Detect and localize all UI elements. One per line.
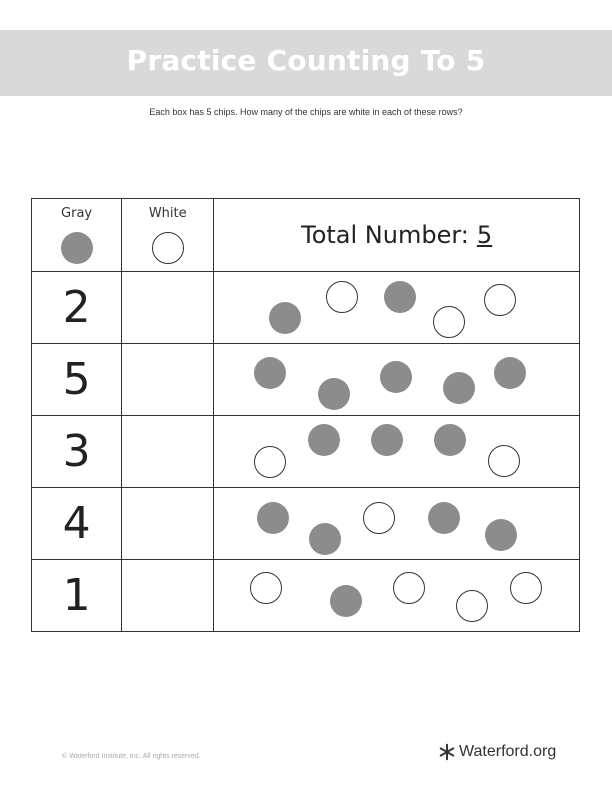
waterford-star-icon — [438, 743, 456, 761]
white-chip-icon — [326, 281, 358, 313]
gray-count-cell — [32, 416, 122, 488]
gray-chip-icon — [371, 424, 403, 456]
table-header-row — [32, 199, 580, 272]
white-chip-icon — [152, 232, 184, 264]
white-chip-icon — [484, 284, 516, 316]
white-header-cell — [122, 199, 214, 272]
copyright-text: © Waterford Institute, Inc. All rights reserved. — [62, 753, 201, 760]
gray-count: 1 — [62, 570, 91, 621]
instructions-text: Each box has 5 chips. How many of the chips are white in each of these rows? — [149, 107, 463, 117]
total-header-cell — [214, 199, 580, 272]
gray-chip-icon — [330, 585, 362, 617]
white-chip-icon — [433, 306, 465, 338]
table-row — [32, 272, 580, 344]
gray-chip-icon — [254, 357, 286, 389]
total-label: Total Number: — [301, 221, 469, 249]
table-row — [32, 560, 580, 632]
white-answer-cell[interactable] — [122, 344, 214, 416]
white-chip-icon — [456, 590, 488, 622]
chips-cell — [214, 344, 580, 416]
white-chip-icon — [363, 502, 395, 534]
gray-chip-icon — [380, 361, 412, 393]
gray-chip-icon — [434, 424, 466, 456]
gray-count: 5 — [62, 354, 91, 405]
gray-chip-icon — [485, 519, 517, 551]
gray-count: 3 — [62, 426, 91, 477]
gray-count-cell — [32, 344, 122, 416]
gray-count-cell — [32, 488, 122, 560]
white-answer-cell[interactable] — [122, 272, 214, 344]
white-chip-icon — [488, 445, 520, 477]
gray-chip-icon — [269, 302, 301, 334]
gray-chip-icon — [308, 424, 340, 456]
white-chip-icon — [250, 572, 282, 604]
gray-chip-icon — [494, 357, 526, 389]
gray-chip-icon — [318, 378, 350, 410]
gray-chip-icon — [257, 502, 289, 534]
gray-label: Gray — [61, 206, 93, 221]
white-chip-icon — [393, 572, 425, 604]
gray-chip-icon — [428, 502, 460, 534]
chips-cell — [214, 416, 580, 488]
table-row — [32, 344, 580, 416]
table-row — [32, 488, 580, 560]
total-value: 5 — [476, 221, 493, 249]
gray-count-cell — [32, 560, 122, 632]
gray-header-cell — [32, 199, 122, 272]
gray-count-cell — [32, 272, 122, 344]
brand-name: Waterford.org — [459, 743, 557, 760]
white-chip-icon — [254, 446, 286, 478]
page-title: Practice Counting To 5 — [126, 44, 486, 77]
counting-table — [31, 198, 580, 632]
gray-chip-icon — [384, 281, 416, 313]
white-chip-icon — [510, 572, 542, 604]
chips-cell — [214, 488, 580, 560]
gray-count: 4 — [62, 498, 91, 549]
gray-chip-icon — [61, 232, 93, 264]
white-answer-cell[interactable] — [122, 560, 214, 632]
chips-cell — [214, 560, 580, 632]
white-answer-cell[interactable] — [122, 416, 214, 488]
title-banner — [0, 30, 612, 96]
white-label: White — [148, 206, 187, 221]
table-row — [32, 416, 580, 488]
gray-count: 2 — [62, 282, 91, 333]
brand-logo[interactable] — [438, 743, 556, 761]
gray-chip-icon — [443, 372, 475, 404]
white-answer-cell[interactable] — [122, 488, 214, 560]
chips-cell — [214, 272, 580, 344]
gray-chip-icon — [309, 523, 341, 555]
